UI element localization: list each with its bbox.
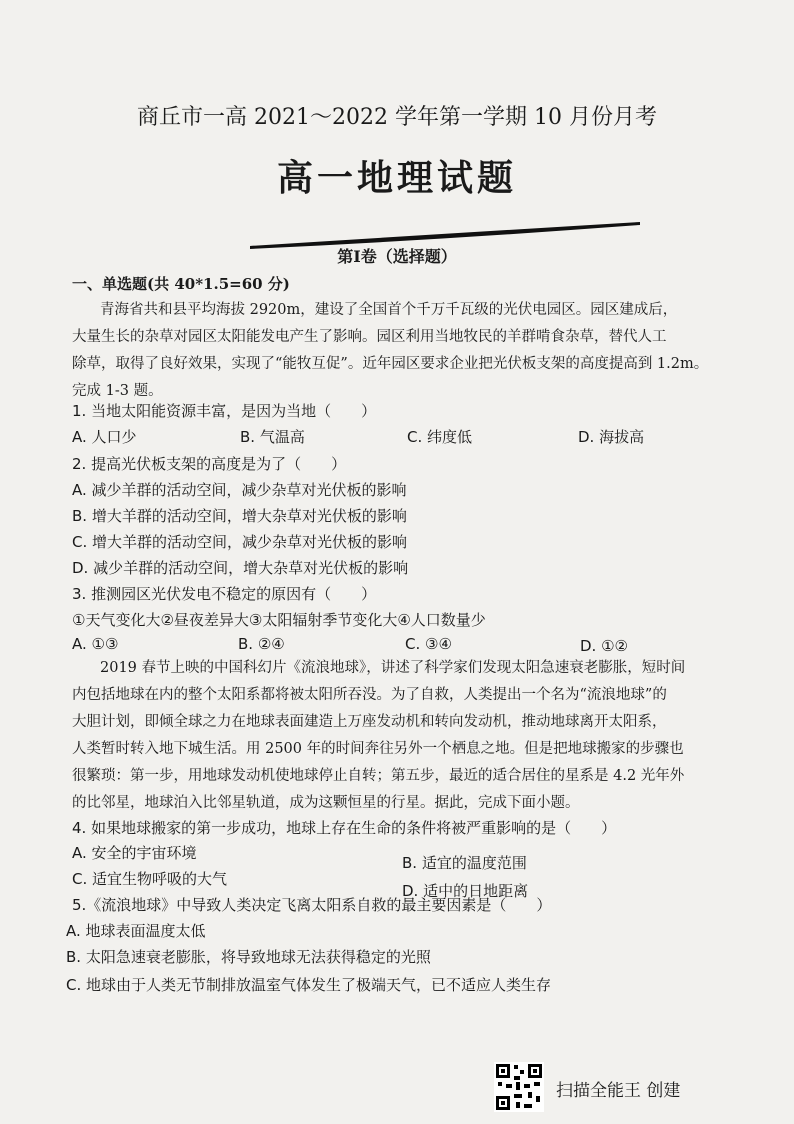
question-1-option-a: A. 人口少 (72, 428, 137, 446)
question-4-option-d: D. 适中的日地距离 (402, 882, 529, 900)
passage-line: 内包括地球在内的整个太阳系都将被太阳所吞没。为了自救，人类提出一个名为“流浪地球”的 (72, 687, 667, 703)
question-2-option-c: C. 增大羊群的活动空间，减少杂草对光伏板的影响 (72, 533, 408, 551)
passage-line: 青海省共和县平均海拔 2920m，建设了全国首个千万千瓦级的光伏电园区。园区建成后， (100, 302, 678, 318)
question-1-stem: 1. 当地太阳能资源丰富，是因为当地（ ） (72, 402, 377, 420)
passage-1 (72, 297, 772, 405)
question-3-option-a: A. ①③ (72, 635, 119, 653)
passage-line: 人类暂时转入地下城生活。用 2500 年的时间奔往另外一个栖息之地。但是把地球搬家的步骤也 (72, 741, 684, 757)
question-5-stem: 5.《流浪地球》中导致人类决定飞离太阳系自救的最主要因素是（ ） (72, 896, 552, 914)
passage-line: 的比邻星，地球泊入比邻星轨道，成为这颗恒星的行星。据此，完成下面小题。 (72, 795, 580, 811)
qr-code-icon (494, 1062, 544, 1112)
question-4-stem: 4. 如果地球搬家的第一步成功，地球上存在生命的条件将被严重影响的是（ ） (72, 819, 617, 837)
question-4-option-a: A. 安全的宇宙环境 (72, 844, 197, 862)
subject-title: 高一地理试题 (276, 157, 517, 199)
question-1-option-c: C. 纬度低 (407, 428, 473, 446)
question-5-option-b: B. 太阳急速衰老膨胀，将导致地球无法获得稳定的光照 (66, 948, 431, 966)
passage-line: 大量生长的杂草对园区太阳能发电产生了影响。园区利用当地牧民的羊群啃食杂草，替代人工 (72, 329, 667, 345)
question-3-stem: 3. 推测园区光伏发电不稳定的原因有（ ） (72, 585, 377, 603)
passage-line: 除草，取得了良好效果，实现了“能牧互促”。近年园区要求企业把光伏板支架的高度提高到 1.2m。 (72, 356, 709, 372)
question-3-option-d: D. ①② (580, 637, 628, 655)
passage-2 (72, 655, 772, 817)
question-5-option-a: A. 地球表面温度太低 (66, 922, 206, 940)
passage-line: 大胆计划，即倾全球之力在地球表面建造上万座发动机和转向发动机，推动地球离开太阳系， (72, 714, 667, 730)
scanner-watermark: 扫描全能王 创建 (556, 1081, 681, 1101)
question-2-option-b: B. 增大羊群的活动空间，增大杂草对光伏板的影响 (72, 507, 407, 525)
part-heading: 一、单选题(共 40*1.5=60 分) (72, 275, 290, 293)
passage-line: 完成 1-3 题。 (72, 383, 163, 399)
question-3-factors: ①天气变化大②昼夜差异大③太阳辐射季节变化大④人口数量少 (72, 611, 486, 629)
question-1-option-b: B. 气温高 (240, 428, 305, 446)
question-2-option-d: D. 减少羊群的活动空间，增大杂草对光伏板的影响 (72, 559, 409, 577)
passage-line: 很繁琐：第一步，用地球发动机使地球停止自转；第五步，最近的适合居住的星系是 4.2 光年外 (72, 768, 685, 784)
question-3-option-c: C. ③④ (405, 635, 452, 653)
question-3-option-b: B. ②④ (238, 635, 285, 653)
question-4-option-c: C. 适宜生物呼吸的大气 (72, 870, 228, 888)
passage-line: 2019 春节上映的中国科幻片《流浪地球》，讲述了科学家们发现太阳急速衰老膨胀，短时间 (100, 660, 686, 676)
question-2-stem: 2. 提高光伏板支架的高度是为了（ ） (72, 455, 347, 473)
question-1-option-d: D. 海拔高 (578, 428, 645, 446)
exam-title: 商丘市一高 2021～2022 学年第一学期 10 月份月考 (137, 105, 657, 130)
question-2-option-a: A. 减少羊群的活动空间，减少杂草对光伏板的影响 (72, 481, 407, 499)
section-title: 第Ⅰ卷（选择题） (337, 247, 457, 266)
question-5-option-c: C. 地球由于人类无节制排放温室气体发生了极端天气，已不适应人类生存 (66, 976, 552, 994)
question-4-option-b: B. 适宜的温度范围 (402, 854, 527, 872)
